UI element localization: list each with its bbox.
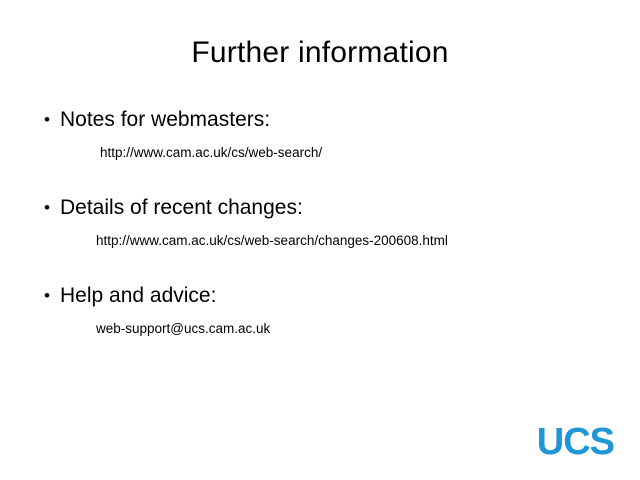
bullet-icon: • (44, 286, 50, 305)
bullet-heading: Notes for webmasters: (60, 108, 271, 131)
bullet-icon: • (44, 198, 50, 217)
bullet-heading: Details of recent changes: (60, 196, 303, 219)
slide-content (44, 106, 604, 348)
list-item (44, 194, 604, 250)
bullet-detail-email[interactable]: web-support@ucs.cam.ac.uk (96, 321, 271, 336)
bullet-row (44, 194, 604, 222)
bullet-detail-link[interactable]: http://www.cam.ac.uk/cs/web-search/changes-200608.html (96, 233, 448, 248)
list-item (44, 282, 604, 338)
spacer (44, 260, 604, 282)
spacer (44, 172, 604, 194)
bullet-row (44, 106, 604, 134)
bullet-detail-link[interactable]: http://www.cam.ac.uk/cs/web-search/ (100, 145, 323, 160)
page-title: Further information (191, 36, 449, 69)
list-item (44, 106, 604, 162)
bullet-icon: • (44, 110, 50, 129)
ucs-logo: UCS (536, 421, 614, 463)
bullet-heading: Help and advice: (60, 284, 217, 307)
bullet-row (44, 282, 604, 310)
